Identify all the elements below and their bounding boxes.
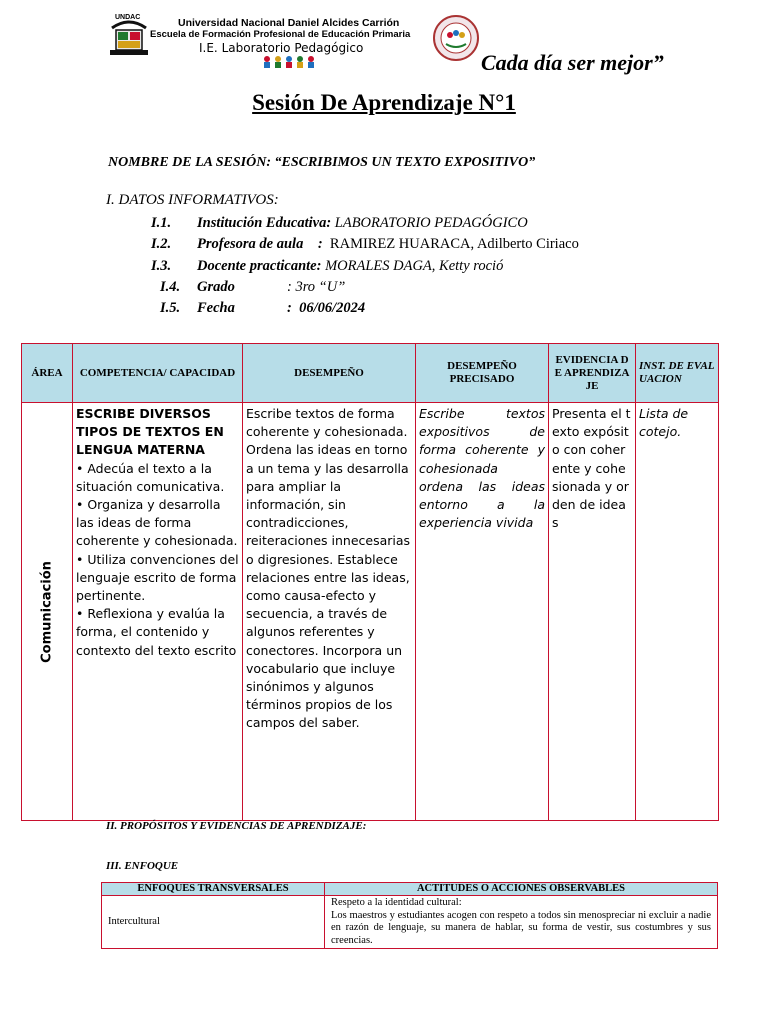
datos-key: Grado xyxy=(197,279,235,295)
competencia-item: • Organiza y desarrolla las ideas de forma coherente y cohesionada. xyxy=(76,497,238,549)
desempeno-cell: Escribe textos de forma coherente y cohesionada. Ordena las ideas en torno a un tema y las desarrolla para ampliar la información, sin contradicciones, reiteraciones innecesarias o digresiones. Establece relaciones entre las ideas, como causa-efecto y secuencia, a través de algunos referentes y conectores. Incorpora un vocabulario que incluye sinónimos y algunos términos propios de los campos del saber. xyxy=(243,403,416,821)
enfoque-header-transversales: ENFOQUES TRANSVERSALES xyxy=(102,883,325,896)
university-logo-text: UNDAC xyxy=(115,14,141,21)
page-title: Sesión De Aprendizaje N°1 xyxy=(252,90,516,115)
university-logo xyxy=(108,18,150,58)
header-desempeno-precisado: DESEMPEÑO PRECISADO xyxy=(416,344,549,403)
enfoque-header-actitudes: ACTITUDES O ACCIONES OBSERVABLES xyxy=(325,883,718,896)
school-name: Escuela de Formación Profesional de Educación Primaria xyxy=(150,29,411,40)
children-graphic xyxy=(262,55,318,69)
datos-num: I.3. xyxy=(151,258,172,274)
area-cell xyxy=(22,403,73,821)
datos-value: LABORATORIO PEDAGÓGICO xyxy=(331,215,528,231)
motto: Cada día ser mejor” xyxy=(481,50,664,75)
enfoque-heading: III. ENFOQUE xyxy=(106,860,179,872)
school-seal xyxy=(432,14,480,62)
table-header-row xyxy=(22,344,719,403)
competencia-item: • Reflexiona y evalúa la forma, el contenido y contexto del texto escrito xyxy=(76,606,237,658)
university-name: Universidad Nacional Daniel Alcides Carrión xyxy=(178,17,400,29)
enfoque-table xyxy=(101,882,718,949)
enfoque-text-cell xyxy=(325,896,718,949)
datos-key: Fecha xyxy=(197,300,235,316)
header-desempeno: DESEMPEÑO xyxy=(243,344,416,403)
enfoque-header-row xyxy=(102,883,718,896)
datos-num: I.1. xyxy=(151,215,172,231)
datos-key: Institución Educativa: xyxy=(197,215,332,231)
area-label: Comunicación xyxy=(39,560,55,663)
datos-value: RAMIREZ HUARACA, Adilberto Ciriaco xyxy=(322,236,579,252)
header-competencia: COMPETENCIA/ CAPACIDAD xyxy=(73,344,243,403)
competencia-title: ESCRIBE DIVERSOS TIPOS DE TEXTOS EN LENGUA MATERNA xyxy=(76,406,224,458)
datos-key: Profesora de aula : xyxy=(197,236,323,252)
header-area: ÁREA xyxy=(22,344,73,403)
competencia-item: • Adecúa el texto a la situación comunicativa. xyxy=(76,460,225,494)
instrumento-cell: Lista de cotejo. xyxy=(636,403,719,821)
datos-value: : 3ro “U” xyxy=(287,279,346,295)
session-table xyxy=(21,343,719,821)
datos-num: I.2. xyxy=(151,236,172,252)
header-evidencia: EVIDENCIA DE APRENDIZAJE xyxy=(549,344,636,403)
header-instrumento: INST. DE EVALUACION xyxy=(636,344,719,403)
session-name: NOMBRE DE LA SESIÓN: “ESCRIBIMOS UN TEXTO EXPOSITIVO” xyxy=(108,155,536,170)
datos-item-1 xyxy=(151,215,528,232)
datos-key: Docente practicante: xyxy=(197,258,322,274)
datos-value: : 06/06/2024 xyxy=(287,300,366,316)
datos-num: I.5. xyxy=(160,300,181,316)
evidencia-cell: Presenta el texto expósito con coherente y cohesionada y orden de ideas xyxy=(549,403,636,821)
desempeno-precisado-cell: Escribe textos expositivos de forma coherente y cohesionada ordena las ideas entorno a la experiencia vivida xyxy=(416,403,549,821)
datos-value: MORALES DAGA, Ketty roció xyxy=(321,258,504,274)
competencia-cell xyxy=(73,403,243,821)
datos-num: I.4. xyxy=(160,279,181,295)
lab-name: I.E. Laboratorio Pedagógico xyxy=(199,41,364,55)
table-row xyxy=(102,896,718,949)
enfoque-row-text: Los maestros y estudiantes acogen con respeto a todos sin menospreciar ni excluir a nadie en razón de lenguaje, su manera de hablar, su forma de vestir, sus costumbres y sus creencias. xyxy=(331,909,711,946)
datos-item-4 xyxy=(160,279,345,296)
datos-heading: I. DATOS INFORMATIVOS: xyxy=(106,192,279,208)
datos-item-5 xyxy=(160,300,365,317)
enfoque-label: Intercultural xyxy=(102,896,325,949)
datos-item-2 xyxy=(151,236,579,253)
table-row xyxy=(22,403,719,821)
datos-item-3 xyxy=(151,258,503,275)
enfoque-row-title: Respeto a la identidad cultural: xyxy=(331,897,462,908)
competencia-item: • Utiliza convenciones del lenguaje escrito de forma pertinente. xyxy=(76,551,239,604)
propositos-heading: II. PROPÓSITOS Y EVIDENCIAS DE APRENDIZAJE: xyxy=(106,820,367,832)
